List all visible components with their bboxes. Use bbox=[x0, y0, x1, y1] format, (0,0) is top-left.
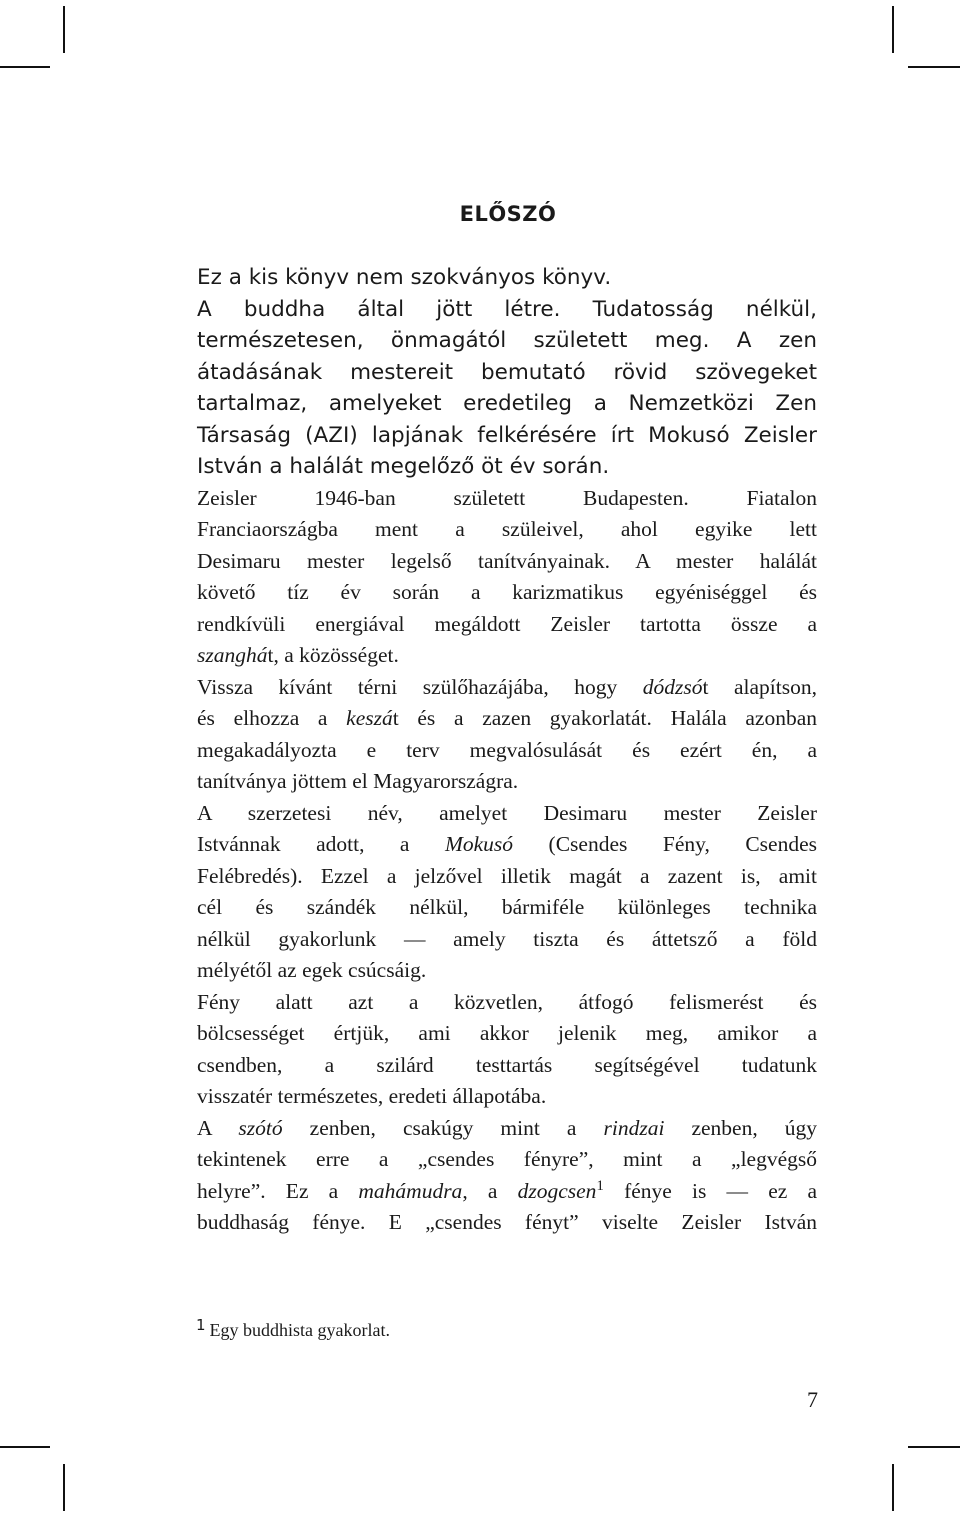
text-line: A buddha által jött létre. Tudatosság nélkül, bbox=[197, 296, 817, 322]
italic-term: rindzai bbox=[603, 1115, 665, 1140]
paragraph-2 bbox=[197, 483, 817, 672]
text-span: helyre”. Ez a bbox=[197, 1178, 359, 1203]
text-span: és elhozza a bbox=[197, 706, 347, 730]
text-span: Vissza kívánt térni szülőhazájába, hogy bbox=[197, 674, 643, 699]
text-line: megakadályozta e terv megvalósulását és ezért én, a bbox=[197, 737, 817, 762]
italic-term: szótó bbox=[238, 1115, 283, 1140]
text-line: tekintenek erre a „csendes fényre”, mint a „legvégső bbox=[197, 1147, 817, 1171]
text-line: nélkül gyakorlunk — amely tiszta és áttetsző a föld bbox=[197, 926, 817, 951]
crop-mark-top-left-vertical bbox=[63, 6, 65, 53]
text-line: tanítványa jöttem el Magyarországra. bbox=[197, 769, 519, 793]
text-line: csendben, a szilárd testtartás segítségével tudatunk bbox=[197, 1052, 817, 1077]
text-line: Zeisler 1946-ban született Budapesten. Fiatalon bbox=[197, 485, 817, 510]
text-line: Desimaru mester legelső tanítványainak. A mester halálát bbox=[197, 548, 817, 573]
text-line bbox=[197, 703, 817, 735]
text-line: bölcsességet értjük, ami akkor jelenik meg, amikor a bbox=[197, 1021, 817, 1045]
text-line bbox=[197, 640, 817, 672]
paragraph-1 bbox=[197, 262, 817, 483]
text-line: buddhaság fénye. E „csendes fényt” viselte Zeisler István bbox=[197, 1210, 817, 1234]
page-number: 7 bbox=[807, 1387, 818, 1412]
paragraph-4 bbox=[197, 798, 817, 987]
text-span: , a bbox=[462, 1178, 518, 1203]
footnote-reference[interactable]: 1 bbox=[596, 1177, 604, 1194]
paragraph-5 bbox=[197, 987, 817, 1113]
text-span: A bbox=[197, 1115, 239, 1140]
text-span: t és a zazen gyakorlatát. Halála azonban bbox=[392, 706, 817, 730]
text-line: István a halálát megelőző öt év során. bbox=[197, 454, 610, 479]
italic-term: dzogcsen bbox=[517, 1178, 597, 1203]
text-line: visszatér természetes, eredeti állapotába. bbox=[197, 1084, 547, 1108]
footnote-text: Egy buddhista gyakorlat. bbox=[209, 1320, 391, 1340]
preface-body bbox=[197, 262, 817, 1239]
paragraph-6 bbox=[197, 1113, 817, 1239]
text-line: tartalmaz, amelyeket eredetileg a Nemzetközi Zen bbox=[197, 391, 817, 416]
text-span: (Csendes Fény, Csendes bbox=[513, 832, 817, 856]
text-span: zenben, csakúgy mint a bbox=[282, 1115, 604, 1140]
italic-term: Mokusó bbox=[444, 832, 514, 856]
crop-mark-top-right-horizontal bbox=[908, 66, 960, 68]
crop-mark-bottom-left-vertical bbox=[63, 1464, 65, 1511]
text-line: természetesen, önmagától született meg. A zen bbox=[197, 328, 817, 353]
crop-mark-bottom-right-horizontal bbox=[908, 1446, 960, 1448]
crop-mark-bottom-right-vertical bbox=[892, 1464, 894, 1511]
text-span: Istvánnak adott, a bbox=[197, 832, 445, 856]
text-line: Felébredés). Ezzel a jelzővel illetik magát a zazent is, amit bbox=[197, 863, 817, 888]
text-line: cél és szándék nélkül, bármiféle különleges technika bbox=[197, 895, 817, 919]
italic-term: szanghá bbox=[197, 643, 268, 667]
text-line: átadásának mestereit bemutató rövid szövegeket bbox=[197, 359, 817, 385]
text-span: fénye is — ez a bbox=[603, 1178, 818, 1203]
text-line: rendkívüli energiával megáldott Zeisler tartotta össze a bbox=[197, 611, 817, 636]
text-line bbox=[197, 1113, 817, 1145]
text-line bbox=[197, 829, 817, 861]
text-line bbox=[197, 672, 817, 704]
text-span: t, a közösséget. bbox=[267, 643, 399, 667]
text-span: t alapítson, bbox=[702, 674, 817, 699]
text-line: követő tíz év során a karizmatikus egyéniséggel és bbox=[197, 580, 817, 604]
text-line: A szerzetesi név, amelyet Desimaru mester Zeisler bbox=[197, 800, 817, 825]
text-span: zenben, úgy bbox=[664, 1115, 818, 1140]
text-line: mélyétől az egek csúcsáig. bbox=[197, 958, 427, 982]
page-title: ELŐSZÓ bbox=[459, 202, 557, 226]
paragraph-3 bbox=[197, 672, 817, 798]
text-line: Ez a kis könyv nem szokványos könyv. bbox=[197, 265, 612, 290]
footnote bbox=[196, 1316, 390, 1341]
text-line bbox=[197, 1176, 817, 1208]
crop-mark-top-left-horizontal bbox=[0, 66, 50, 68]
crop-mark-bottom-left-horizontal bbox=[0, 1446, 50, 1448]
italic-term: dódzsó bbox=[642, 674, 703, 699]
footnote-number: 1 bbox=[196, 1316, 206, 1334]
italic-term: mahámudra bbox=[358, 1178, 463, 1203]
text-line: Franciaországba ment a szüleivel, ahol egyike lett bbox=[197, 517, 817, 541]
crop-mark-top-right-vertical bbox=[892, 6, 894, 53]
italic-term: keszá bbox=[346, 706, 393, 730]
text-line: Fény alatt azt a közvetlen, átfogó felismerést és bbox=[197, 989, 817, 1014]
text-line: Társaság (AZI) lapjának felkérésére írt Mokusó Zeisler bbox=[197, 422, 817, 448]
